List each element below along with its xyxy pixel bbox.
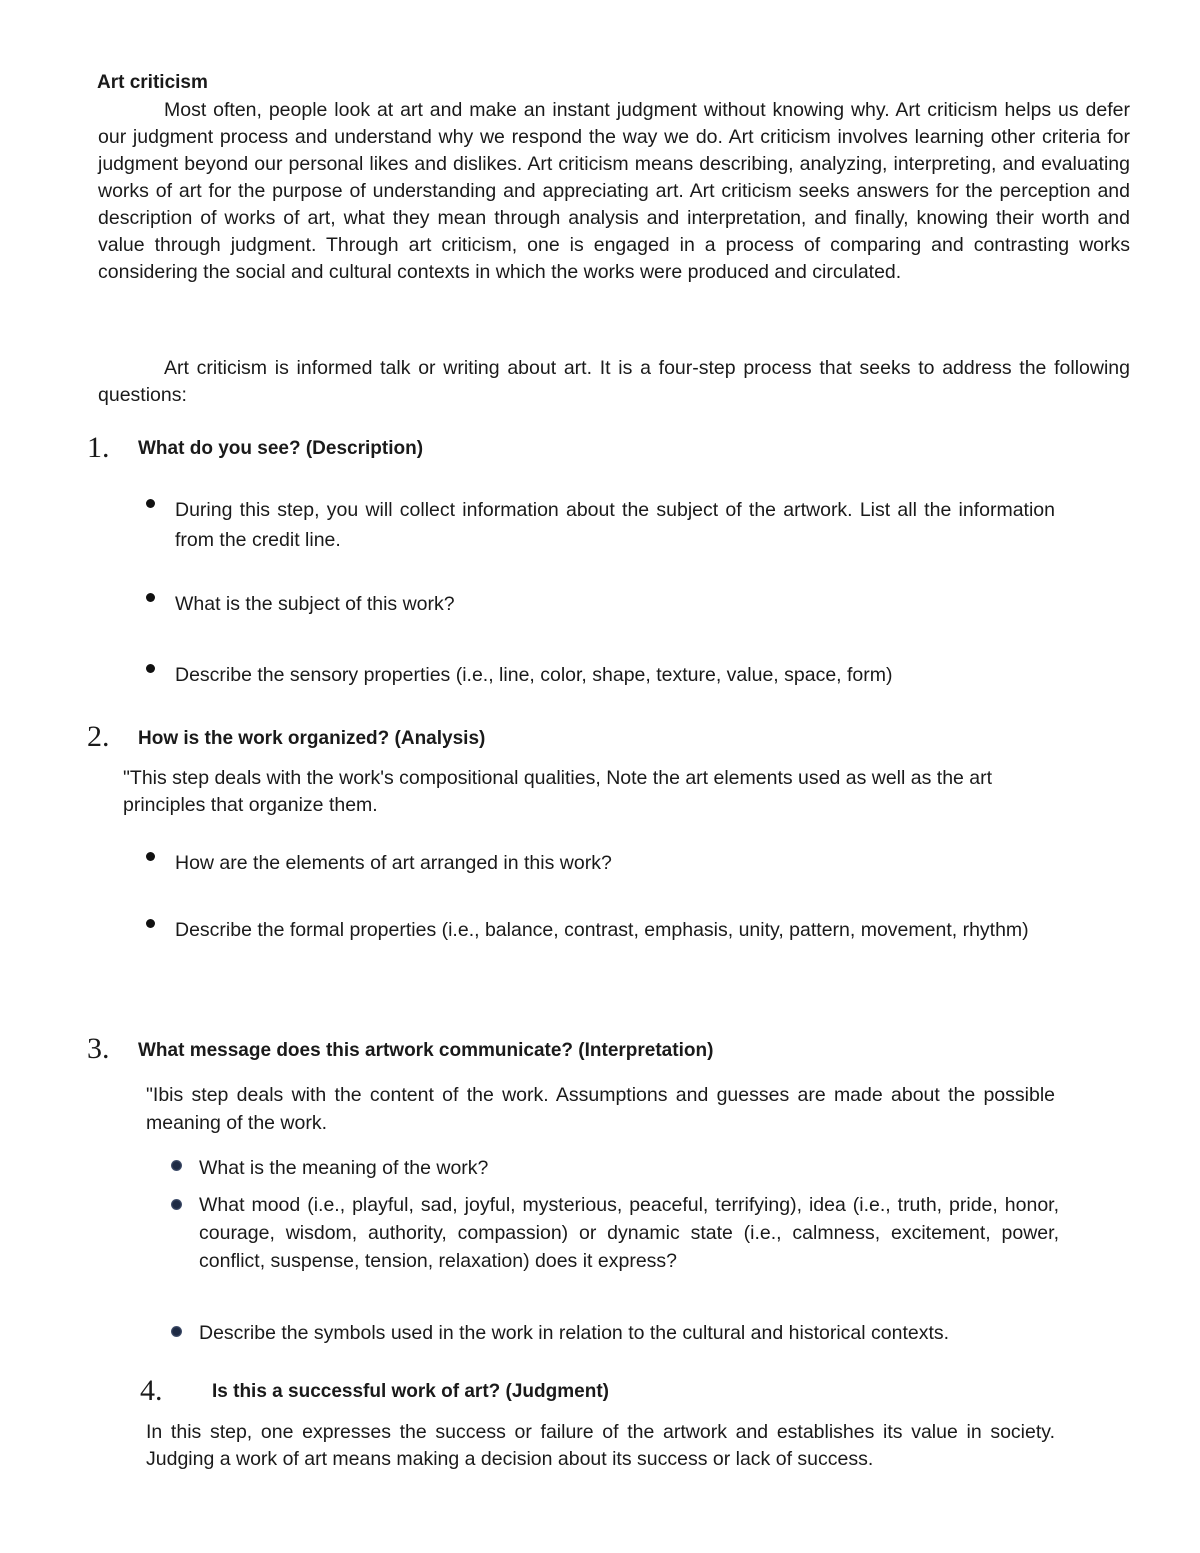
bullet-icon	[146, 593, 155, 602]
step-1-bullet-1: During this step, you will collect information about the subject of the artwork. List all the information from the credit line.	[175, 499, 1055, 551]
step-2-description: "This step deals with the work's compositional qualities, Note the art elements used as well as the art principles that organize them.	[123, 767, 993, 816]
step-1-bullet-2: What is the subject of this work?	[175, 593, 455, 615]
second-paragraph: Art criticism is informed talk or writing about art. It is a four-step process that seeks to address the following questions:	[98, 357, 1130, 406]
step-3-bullet-1: What is the meaning of the work?	[199, 1157, 489, 1179]
step-1-heading: What do you see? (Description)	[138, 438, 424, 459]
bullet-icon	[146, 919, 155, 928]
step-1-bullet-3: Describe the sensory properties (i.e., line, color, shape, texture, value, space, form)	[175, 664, 893, 686]
bullet-icon	[146, 499, 155, 508]
step-3-number: 3.	[87, 1032, 110, 1065]
step-3-bullet-2: What mood (i.e., playful, sad, joyful, mysterious, peaceful, terrifying), idea (i.e., truth, pride, honor, courage, wisdom, authority, compassion) or dynamic state (i.e., calmness, excitement, power, conflict, suspense, tension, relaxation) does it express?	[199, 1194, 1059, 1272]
step-2-bullet-2: Describe the formal properties (i.e., balance, contrast, emphasis, unity, pattern, movement, rhythm)	[175, 919, 1029, 941]
bullet-icon	[171, 1199, 182, 1210]
bullet-icon	[146, 664, 155, 673]
bullet-icon	[171, 1160, 182, 1171]
bullet-icon	[171, 1326, 182, 1337]
step-4-description: In this step, one expresses the success or failure of the artwork and establishes its value in society. Judging a work of art means making a decision about its success or lack of success.	[146, 1421, 1055, 1470]
document-title: Art criticism	[97, 72, 208, 93]
step-2-heading: How is the work organized? (Analysis)	[138, 728, 486, 749]
step-3-heading: What message does this artwork communicate? (Interpretation)	[138, 1040, 714, 1061]
step-3-bullet-3: Describe the symbols used in the work in relation to the cultural and historical contexts.	[199, 1322, 950, 1344]
bullet-icon	[146, 852, 155, 861]
step-4-number: 4.	[140, 1374, 163, 1407]
step-3-description: "Ibis step deals with the content of the work. Assumptions and guesses are made about the possible meaning of the work.	[146, 1084, 1055, 1134]
step-1-number: 1.	[87, 431, 110, 464]
step-2-bullet-1: How are the elements of art arranged in this work?	[175, 852, 612, 874]
intro-paragraph: Most often, people look at art and make an instant judgment without knowing why. Art criticism helps us defer our judgment process and understand why we respond the way we do. Art criticism involves learning other criteria for judgment beyond our personal likes and dislikes. Art criticism means describing, analyzing, interpreting, and evaluating works of art for the purpose of understanding and appreciating art. Art criticism seeks answers for the perception and description of works of art, what they mean through analysis and interpretation, and finally, knowing their worth and value through judgment. Through art criticism, one is engaged in a process of comparing and contrasting works considering the social and cultural contexts in which the works were produced and circulated.	[98, 99, 1130, 283]
step-2-number: 2.	[87, 720, 110, 753]
step-4-heading: Is this a successful work of art? (Judgment)	[212, 1381, 609, 1402]
